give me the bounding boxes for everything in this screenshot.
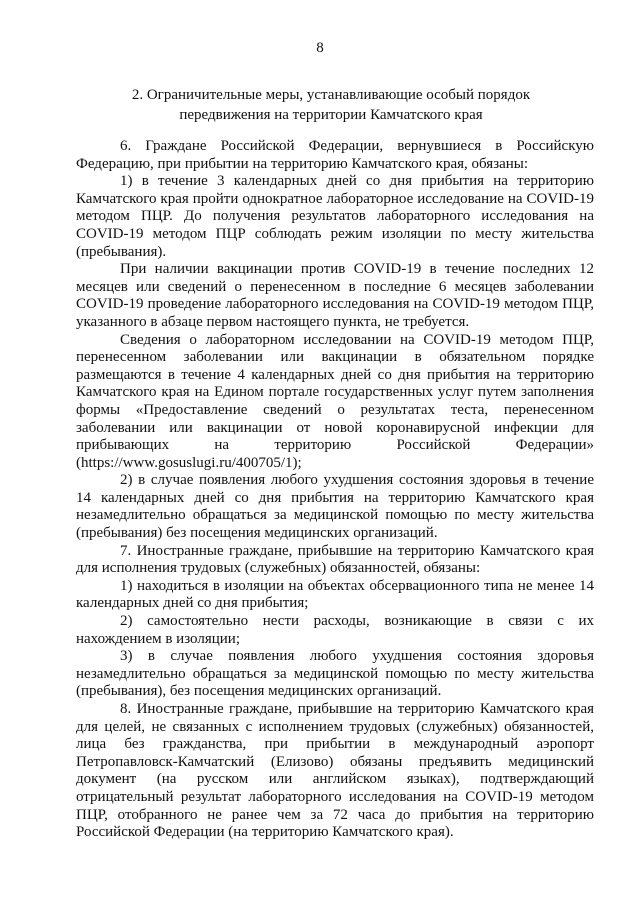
paragraph-8: 8. Иностранные граждане, прибывшие на территорию Камчатского края для целей, не связанных с исполнением трудовых (служебных) обязанностей, лица без гражданства, при прибытии в международный аэропорт Петропавловск-Камчатский (Елизово) обязаны предъявить медицинский документ (на русском или английском языках), подтверждающий отрицательный результат лабораторного исследования на COVID-19 методом ПЦР, отобранного не ранее чем за 72 часа до прибытия на территорию Российской Федерации (на территорию Камчатского края). — [76, 701, 594, 841]
paragraph-6-gosuslugi-note: Сведения о лабораторном исследовании на COVID-19 методом ПЦР, перенесенном заболевании или вакцинации в обязательном порядке размещаются в течение 4 календарных дней со дня прибытия на территорию Камчатского края на Едином портале государственных услуг путем заполнения формы «Предоставление сведений о результатах теста, перенесенном заболевании или вакцинации от новой коронавирусной инфекции для прибывающих на территорию Российской Федерации» (https://www.gosuslugi.ru/400705/1); — [76, 331, 594, 471]
page-number: 8 — [316, 40, 324, 56]
paragraph-7-item-1: 1) находиться в изоляции на объектах обсервационного типа не менее 14 календарных дней со дня прибытия; — [76, 577, 594, 612]
paragraph-6-intro: 6. Граждане Российской Федерации, вернувшиеся в Российскую Федерацию, при прибытии на территорию Камчатского края, обязаны: — [76, 138, 594, 172]
paragraph-7-item-3: 3) в случае появления любого ухудшения состояния здоровья незамедлительно обращаться за медицинской помощью по месту жительства (пребывания), без посещения медицинских организаций. — [76, 648, 594, 700]
paragraph-7-item-2: 2) самостоятельно нести расходы, возникающие в связи с их нахождением в изоляции; — [76, 613, 594, 647]
document-body — [76, 138, 594, 842]
section-heading-line-1: 2. Ограничительные меры, устанавливающие особый порядок — [131, 87, 531, 103]
paragraph-6-item-2: 2) в случае появления любого ухудшения состояния здоровья в течение 14 календарных дней со дня прибытия на территорию Камчатского края незамедлительно обращаться за медицинской помощью по месту жительства (пребывания) без посещения медицинских организаций. — [76, 472, 594, 542]
paragraph-7-intro: 7. Иностранные граждане, прибывшие на территорию Камчатского края для исполнения трудовых (служебных) обязанностей, обязаны: — [76, 542, 594, 577]
section-heading — [70, 85, 592, 125]
paragraph-6-vaccination-note: При наличии вакцинации против COVID-19 в течение последних 12 месяцев или сведений о перенесенном в последние 6 месяцев заболевании COVID-19 проведение лабораторного исследования на COVID-19 методом ПЦР, указанного в абзаце первом настоящего пункта, не требуется. — [76, 261, 594, 330]
paragraph-6-item-1: 1) в течение 3 календарных дней со дня прибытия на территорию Камчатского края пройти однократное лабораторное исследование на COVID-19 методом ПЦР. До получения результатов лабораторного исследования на COVID-19 методом ПЦР соблюдать режим изоляции по месту жительства (пребывания). — [76, 173, 594, 260]
section-heading-line-2: передвижения на территории Камчатского края — [179, 107, 483, 123]
